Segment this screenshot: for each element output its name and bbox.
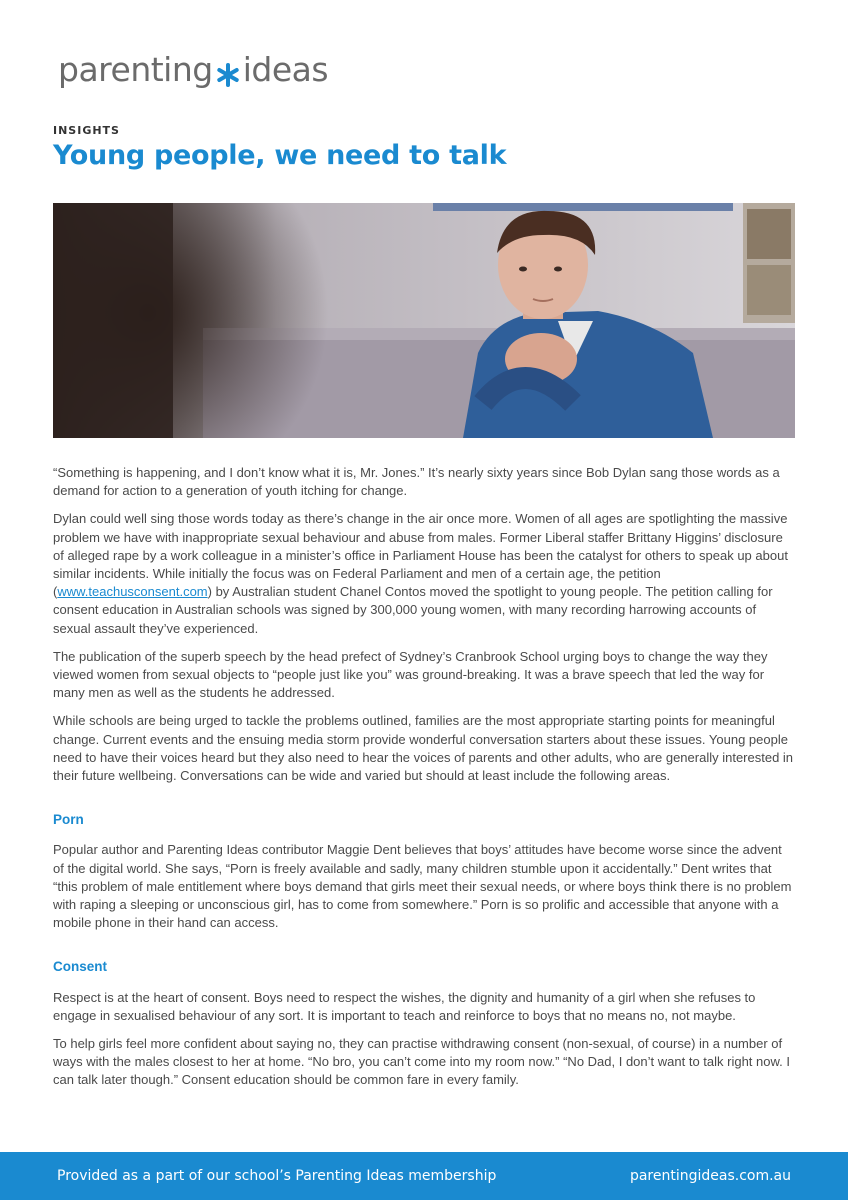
article-title: Young people, we need to talk [53, 140, 507, 171]
consent-paragraph-1: Respect is at the heart of consent. Boys need to respect the wishes, the dignity and humanity of a girl when she refuses to engage in sexualised behaviour of any sort. It is important to teach and reinforce to boys that no means no, not maybe. [53, 989, 756, 1023]
cranbrook-paragraph: The publication of the superb speech by the head prefect of Sydney’s Cranbrook School urging boys to change the way they viewed women from sexual objects to “people just like you” was ground-breaking. It was a brave speech that led the way for many men as well as the students he addressed. [53, 648, 768, 701]
families-paragraph: While schools are being urged to tackle the problems outlined, families are the most appropriate starting points for meaningful change. Current events and the ensuing media storm provide wonderful conversation starters about these issues. Young people need to have their voices heard but they also need to hear the voices of parents and other adults, who are generally interested in their future wellbeing. Conversations can be wide and varied but should at least include the following areas. [53, 713, 794, 784]
logo-text-ideas: ideas [242, 50, 329, 89]
footer-website-link[interactable]: parentingideas.com.au [629, 1168, 791, 1184]
section-heading-porn: Porn [53, 812, 84, 828]
teachusconsent-link[interactable]: www.teachusconsent.com [57, 584, 208, 600]
logo-text-parenting: parenting [58, 50, 213, 89]
article-body [53, 464, 795, 1100]
category-label: INSIGHTS [53, 124, 120, 137]
consent-paragraph-2: To help girls feel more confident about saying no, they can practise withdrawing consent (non-sexual, of course) in a number of ways with the males closest to her at home. “No bro, you can’t come into my room now.” “No Dad, I don’t want to talk right now. I can talk later though.” Consent education should be common fare in every family. [53, 1036, 790, 1088]
parenting-ideas-logo [58, 50, 328, 89]
intro-paragraph: “Something is happening, and I don’t know what it is, Mr. Jones.” It’s nearly sixty years since Bob Dylan sang those words as a demand for action to a generation of youth itching for change. [53, 465, 780, 499]
footer-bar [0, 1152, 848, 1200]
footer-membership-text: Provided as a part of our school’s Parenting Ideas membership [57, 1168, 497, 1184]
asterisk-star-icon [215, 57, 241, 83]
section-heading-consent: Consent [53, 959, 107, 975]
porn-paragraph: Popular author and Parenting Ideas contributor Maggie Dent believes that boys’ attitudes have become worse since the advent of the digital world. She says, “Porn is freely available and sadly, many children stumble upon it accidentally.” Dent writes that “this problem of male entitlement where boys demand that girls meet their sexual needs, or where boys think there is no problem with raping a sleeping or unconscious girl, has to come from somewhere.” Porn is so prolific and accessible that anyone with a mobile phone in their hand can access. [53, 842, 792, 931]
context-paragraph: Dylan could well sing those words today as there’s change in the air once more. Women of all ages are spotlighting the massive problem we have with inappropriate sexual behaviour and abuse from males. Former Liberal staffer Brittany Higgins’ disclosure of alleged rape by a work colleague in a minister’s office in Parliament House has been the catalyst for others to speak up about similar incidents. While initially the focus was on Federal Parliament and men of a certain age, the petition (www.teachusconsent.com) by Australian student Chanel Contos moved the spotlight to young people. The petition calling for consent education in Australian schools was signed by 300,000 young women, with many recording harrowing accounts of sexual assault they’ve experienced. [53, 511, 788, 636]
hero-photo [53, 203, 795, 438]
